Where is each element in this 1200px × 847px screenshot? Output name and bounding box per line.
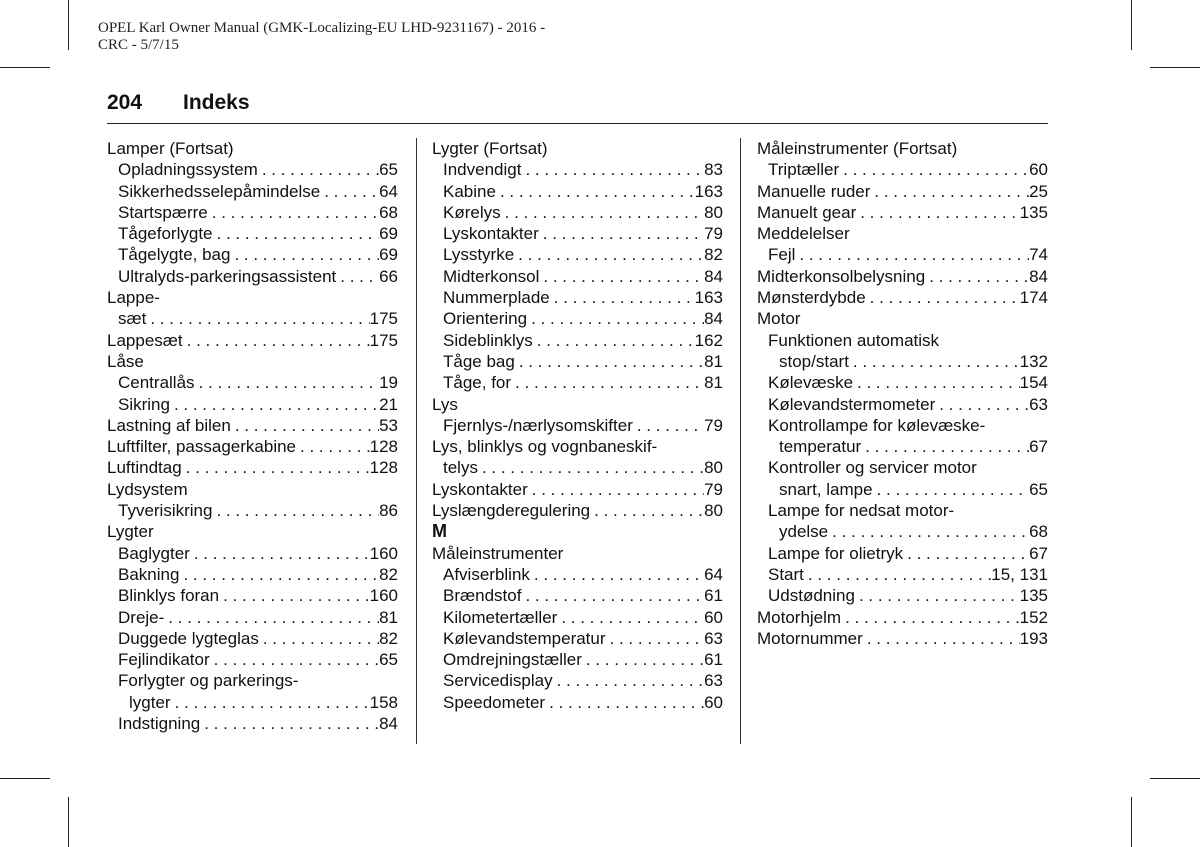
index-entry	[107, 181, 398, 202]
index-entry-text: Fejl	[768, 245, 796, 265]
dot-leader	[861, 436, 1029, 457]
index-entry	[757, 181, 1048, 202]
index-entry-page: 82	[704, 245, 723, 265]
dot-leader	[501, 202, 704, 223]
dot-leader	[511, 372, 704, 393]
index-entry	[107, 713, 398, 734]
index-entry-text: Tåge, for	[443, 373, 512, 393]
index-entry-text: Udstødning	[768, 586, 855, 606]
index-entry-text: Tyverisikring	[118, 501, 213, 521]
index-entry	[107, 372, 398, 393]
index-entry-text: Servicedisplay	[443, 671, 553, 691]
dot-leader	[925, 266, 1029, 287]
index-entry	[757, 521, 1048, 542]
index-entry-text: Forlygter og parkerings-	[118, 671, 299, 691]
index-entry	[432, 543, 723, 564]
index-letter-heading	[432, 521, 723, 542]
dot-leader	[849, 351, 1020, 372]
dot-leader	[527, 308, 704, 329]
index-entry-text: Brændstof	[443, 586, 522, 606]
index-entry	[432, 564, 723, 585]
index-entry-page: 65	[1029, 479, 1048, 499]
index-entry	[432, 308, 723, 329]
index-entry-page: 163	[694, 288, 723, 308]
dot-leader	[863, 628, 1020, 649]
index-entry	[107, 351, 398, 372]
index-entry	[757, 223, 1048, 244]
index-entry	[757, 628, 1048, 649]
index-entry-page: 65	[379, 160, 398, 180]
index-entry-text: Luftfilter, passagerkabine	[107, 437, 297, 457]
index-entry	[757, 457, 1048, 478]
index-entry-text: Kølevæske	[768, 373, 854, 393]
dot-leader	[521, 585, 704, 606]
crop-mark	[1131, 797, 1132, 847]
dot-leader	[903, 543, 1029, 564]
dot-leader	[855, 585, 1020, 606]
dot-leader	[590, 500, 704, 521]
index-entry	[757, 138, 1048, 159]
index-entry-text: ydelse	[779, 522, 829, 542]
dot-leader	[557, 607, 704, 628]
index-entry-text: Lygter	[107, 522, 154, 542]
index-entry-page: 63	[704, 671, 723, 691]
index-entry	[107, 607, 398, 628]
index-entry-page: 152	[1019, 607, 1048, 627]
index-entry-page: 79	[704, 415, 723, 435]
index-entry	[432, 159, 723, 180]
index-entry	[432, 500, 723, 521]
index-entry-text: Dreje-	[118, 607, 165, 627]
index-entry-text: Lyskontakter	[432, 479, 528, 499]
index-entry	[107, 394, 398, 415]
index-entry	[107, 692, 398, 713]
index-entry-page: 69	[379, 245, 398, 265]
dot-leader	[183, 330, 370, 351]
index-entry-text: Lampe for olietryk	[768, 543, 904, 563]
header-line-2: CRC - 5/7/15	[98, 37, 179, 53]
index-entry-text: telys	[443, 458, 478, 478]
index-entry-page: 154	[1019, 373, 1048, 393]
index-entry	[757, 564, 1048, 585]
index-entry-page: 64	[704, 564, 723, 584]
index-entry-page: 174	[1019, 288, 1048, 308]
index-entry	[107, 308, 398, 329]
index-entry	[432, 138, 723, 159]
index-entry-text: Måleinstrumenter	[432, 543, 564, 563]
index-entry-page: 25	[1029, 181, 1048, 201]
index-entry	[432, 287, 723, 308]
index-entry	[107, 500, 398, 521]
index-entry-page: 135	[1019, 586, 1048, 606]
index-entry-text: Sikkerhedsselepåmindelse	[118, 181, 321, 201]
index-entry	[757, 266, 1048, 287]
index-entry-page: 175	[369, 309, 398, 329]
index-entry-text: Motor	[757, 309, 801, 329]
index-entry-page: 81	[704, 373, 723, 393]
index-entry-text: Fejlindikator	[118, 650, 210, 670]
index-entry-text: Kørelys	[443, 202, 501, 222]
dot-leader	[210, 649, 379, 670]
dot-leader	[856, 202, 1019, 223]
index-entry-page: 82	[379, 628, 398, 648]
dot-leader	[550, 287, 695, 308]
dot-leader	[533, 330, 695, 351]
index-entry	[757, 244, 1048, 265]
index-entry	[432, 649, 723, 670]
index-entry-text: Indstigning	[118, 714, 201, 734]
column-divider	[416, 138, 417, 744]
index-entry-text: Triptæller	[768, 160, 840, 180]
index-column-1	[107, 138, 398, 734]
index-entry	[432, 436, 723, 457]
index-entry-text: Lyskontakter	[443, 224, 539, 244]
index-entry	[107, 436, 398, 457]
index-entry-text: stop/start	[779, 351, 849, 371]
dot-leader	[195, 372, 380, 393]
index-entry	[107, 330, 398, 351]
dot-leader	[336, 266, 379, 287]
index-entry-page: 15, 131	[991, 564, 1048, 584]
dot-leader	[190, 543, 370, 564]
index-entry-page: 53	[379, 415, 398, 435]
index-entry	[107, 564, 398, 585]
index-entry-page: 193	[1019, 628, 1048, 648]
index-entry-page: 61	[704, 586, 723, 606]
index-entry	[432, 202, 723, 223]
index-entry-page: 80	[704, 458, 723, 478]
index-entry	[107, 287, 398, 308]
index-entry-text: Lappesæt	[107, 330, 183, 350]
index-entry	[107, 585, 398, 606]
index-entry-text: Startspærre	[118, 202, 208, 222]
index-entry-page: 60	[704, 692, 723, 712]
dot-leader	[259, 628, 379, 649]
index-entry-text: Orientering	[443, 309, 528, 329]
index-entry-text: Lamper (Fortsat)	[107, 139, 234, 158]
dot-leader	[606, 628, 705, 649]
document-header	[98, 20, 545, 54]
index-entry	[757, 479, 1048, 500]
index-entry-page: 132	[1019, 351, 1048, 371]
dot-leader	[213, 223, 380, 244]
header-line-1: OPEL Karl Owner Manual (GMK-Localizing-EU LHD-9231167) - 2016 -	[98, 20, 546, 36]
index-entry-text: Kølevandstemperatur	[443, 628, 606, 648]
index-entry	[757, 543, 1048, 564]
index-entry-page: 63	[1029, 394, 1048, 414]
index-entry-text: Bakning	[118, 564, 180, 584]
index-entry-text: Sikring	[118, 394, 170, 414]
index-entry-text: Lys, blinklys og vognbaneskif-	[432, 437, 658, 457]
index-entry	[432, 330, 723, 351]
index-entry-text: Midterkonsolbelysning	[757, 266, 926, 286]
dot-leader	[521, 159, 704, 180]
index-entry-page: 60	[1029, 160, 1048, 180]
index-entry-text: Tågelygte, bag	[118, 245, 231, 265]
index-column-3	[757, 138, 1048, 649]
index-entry-text: Luftindtag	[107, 458, 182, 478]
index-entry-text: Lastning af bilen	[107, 415, 231, 435]
index-entry-page: 79	[704, 224, 723, 244]
index-entry-text: Lydsystem	[107, 479, 188, 499]
index-entry-text: Opladningssystem	[118, 160, 258, 180]
index-entry	[757, 159, 1048, 180]
index-entry	[757, 372, 1048, 393]
dot-leader	[296, 436, 370, 457]
index-entry	[432, 670, 723, 691]
index-entry-page: 80	[704, 501, 723, 521]
index-entry	[107, 670, 398, 691]
index-entry	[757, 500, 1048, 521]
index-entry-text: Sideblinklys	[443, 330, 533, 350]
index-entry-text: Tågeforlygte	[118, 224, 213, 244]
index-entry	[107, 543, 398, 564]
dot-leader	[219, 585, 370, 606]
index-entry	[107, 138, 398, 159]
index-entry-text: Lysstyrke	[443, 245, 515, 265]
dot-leader	[146, 308, 369, 329]
index-entry	[107, 628, 398, 649]
index-entry	[432, 607, 723, 628]
column-divider	[740, 138, 741, 744]
dot-leader	[230, 244, 379, 265]
index-entry	[757, 351, 1048, 372]
index-entry-text: Kabine	[443, 181, 496, 201]
dot-leader	[164, 607, 379, 628]
index-entry-page: 79	[704, 479, 723, 499]
index-entry-text: Indvendigt	[443, 160, 522, 180]
crop-mark	[68, 0, 69, 50]
index-entry-page: 81	[704, 351, 723, 371]
crop-mark	[68, 797, 69, 847]
dot-leader	[841, 607, 1020, 628]
dot-leader	[873, 479, 1030, 500]
dot-leader	[528, 479, 704, 500]
index-entry-text: Lygter (Fortsat)	[432, 139, 548, 158]
index-entry	[432, 415, 723, 436]
dot-leader	[545, 692, 704, 713]
index-entry	[107, 159, 398, 180]
index-entry-text: Mønsterdybde	[757, 288, 866, 308]
index-entry	[757, 436, 1048, 457]
index-entry	[757, 607, 1048, 628]
index-entry	[432, 628, 723, 649]
index-entry-page: 61	[704, 650, 723, 670]
index-entry-page: 80	[704, 202, 723, 222]
index-entry-page: 74	[1029, 245, 1048, 265]
index-entry-text: Manuelle ruder	[757, 181, 871, 201]
index-entry-text: Låse	[107, 351, 144, 371]
dot-leader	[633, 415, 704, 436]
dot-leader	[200, 713, 379, 734]
index-entry-text: Lyslængderegulering	[432, 501, 591, 521]
dot-leader	[231, 415, 379, 436]
index-entry-text: Kontrollampe for kølevæske-	[768, 415, 986, 435]
crop-mark	[1150, 67, 1200, 68]
index-entry	[757, 308, 1048, 329]
index-entry-page: 84	[704, 266, 723, 286]
index-entry-text: temperatur	[779, 437, 862, 457]
index-entry-text: Kilometertæller	[443, 607, 558, 627]
index-entry-text: sæt	[118, 309, 147, 329]
index-entry-text: lygter	[129, 692, 171, 712]
dot-leader	[515, 351, 704, 372]
index-entry-page: 68	[379, 202, 398, 222]
index-entry-text: Motornummer	[757, 628, 863, 648]
index-entry	[757, 394, 1048, 415]
index-entry	[107, 649, 398, 670]
index-entry-page: 67	[1029, 437, 1048, 457]
index-entry-page: 66	[379, 266, 398, 286]
crop-mark	[1150, 778, 1200, 779]
index-entry	[432, 181, 723, 202]
index-entry	[107, 244, 398, 265]
dot-leader	[212, 500, 379, 521]
dot-leader	[170, 394, 379, 415]
dot-leader	[171, 692, 370, 713]
index-entry-page: 19	[379, 373, 398, 393]
index-entry-page: 128	[369, 458, 398, 478]
page-title: Indeks	[183, 91, 250, 114]
index-entry-text: Nummerplade	[443, 288, 550, 308]
index-entry-text: Duggede lygteglas	[118, 628, 259, 648]
header-rule	[107, 123, 1048, 124]
index-entry-text: Tåge bag	[443, 351, 515, 371]
index-entry-page: 64	[379, 181, 398, 201]
index-entry-text: Funktionen automatisk	[768, 330, 940, 350]
index-entry	[107, 479, 398, 500]
index-entry	[432, 223, 723, 244]
index-entry-page: 60	[704, 607, 723, 627]
index-entry-text: Ultralyds-parkeringsassistent	[118, 266, 337, 286]
index-entry-page: 63	[704, 628, 723, 648]
index-entry-page: 84	[1029, 266, 1048, 286]
dot-leader	[478, 457, 704, 478]
index-entry-page: 84	[704, 309, 723, 329]
index-entry-page: 84	[379, 714, 398, 734]
dot-leader	[935, 394, 1029, 415]
index-entry-text: Blinklys foran	[118, 586, 220, 606]
index-entry-text: Lampe for nedsat motor-	[768, 501, 955, 521]
index-entry	[432, 394, 723, 415]
index-entry	[432, 479, 723, 500]
crop-mark	[0, 778, 50, 779]
crop-mark	[0, 67, 50, 68]
dot-leader	[582, 649, 704, 670]
index-entry	[432, 692, 723, 713]
index-entry	[107, 457, 398, 478]
dot-leader	[208, 202, 379, 223]
index-entry-text: Kølevandstermometer	[768, 394, 936, 414]
index-entry-text: Manuelt gear	[757, 202, 857, 222]
dot-leader	[866, 287, 1020, 308]
index-entry-text: Måleinstrumenter (Fortsat)	[757, 139, 958, 158]
index-entry-text: Centrallås	[118, 373, 195, 393]
index-entry	[107, 266, 398, 287]
index-entry	[432, 457, 723, 478]
index-entry	[432, 351, 723, 372]
dot-leader	[539, 223, 704, 244]
index-entry	[107, 202, 398, 223]
index-entry-text: Lappe-	[107, 288, 160, 308]
index-entry-page: 21	[379, 394, 398, 414]
index-entry-text: Omdrejningstæller	[443, 650, 582, 670]
dot-leader	[530, 564, 704, 585]
index-entry	[107, 415, 398, 436]
index-entry-page: 67	[1029, 543, 1048, 563]
index-entry-text: Speedometer	[443, 692, 546, 712]
index-entry-text: Motorhjelm	[757, 607, 842, 627]
index-entry	[757, 202, 1048, 223]
index-entry	[432, 372, 723, 393]
index-entry	[432, 266, 723, 287]
index-entry-page: 83	[704, 160, 723, 180]
index-entry-text: Meddelelser	[757, 224, 850, 244]
dot-leader	[870, 181, 1029, 202]
index-entry	[432, 244, 723, 265]
index-entry-page: 69	[379, 224, 398, 244]
index-entry-page: 135	[1019, 202, 1048, 222]
index-entry-text: Start	[768, 564, 804, 584]
dot-leader	[258, 159, 379, 180]
dot-leader	[795, 244, 1029, 265]
index-entry	[757, 415, 1048, 436]
index-entry	[432, 585, 723, 606]
dot-leader	[496, 181, 695, 202]
page-number: 204	[107, 91, 143, 114]
index-entry-page: 68	[1029, 522, 1048, 542]
index-entry	[107, 223, 398, 244]
index-entry-page: 82	[379, 564, 398, 584]
index-entry-text: Kontroller og servicer motor	[768, 458, 977, 478]
index-entry-text: Afviserblink	[443, 564, 530, 584]
index-entry-page: 86	[379, 501, 398, 521]
dot-leader	[553, 670, 704, 691]
dot-leader	[179, 564, 379, 585]
index-entry	[757, 585, 1048, 606]
index-entry-text: Midterkonsol	[443, 266, 540, 286]
dot-leader	[853, 372, 1020, 393]
index-entry	[757, 287, 1048, 308]
dot-leader	[839, 159, 1029, 180]
index-entry-page: 162	[694, 330, 723, 350]
dot-leader	[320, 181, 379, 202]
dot-leader	[539, 266, 704, 287]
dot-leader	[804, 564, 991, 585]
index-entry-page: 128	[369, 437, 398, 457]
index-entry-page: 65	[379, 650, 398, 670]
index-entry	[107, 521, 398, 542]
index-entry-text: Baglygter	[118, 543, 190, 563]
index-entry	[757, 330, 1048, 351]
index-entry-page: 175	[369, 330, 398, 350]
dot-leader	[828, 521, 1029, 542]
index-entry-text: M	[432, 521, 447, 542]
index-entry-page: 158	[369, 692, 398, 712]
index-column-2	[432, 138, 723, 713]
index-entry-text: Fjernlys-/nærlysomskifter	[443, 415, 633, 435]
index-entry-page: 160	[369, 543, 398, 563]
dot-leader	[514, 244, 704, 265]
crop-mark	[1131, 0, 1132, 50]
index-entry-text: Lys	[432, 394, 458, 414]
dot-leader	[182, 457, 370, 478]
index-entry-page: 163	[694, 181, 723, 201]
index-entry-page: 81	[379, 607, 398, 627]
index-entry-text: snart, lampe	[779, 479, 873, 499]
index-entry-page: 160	[369, 586, 398, 606]
